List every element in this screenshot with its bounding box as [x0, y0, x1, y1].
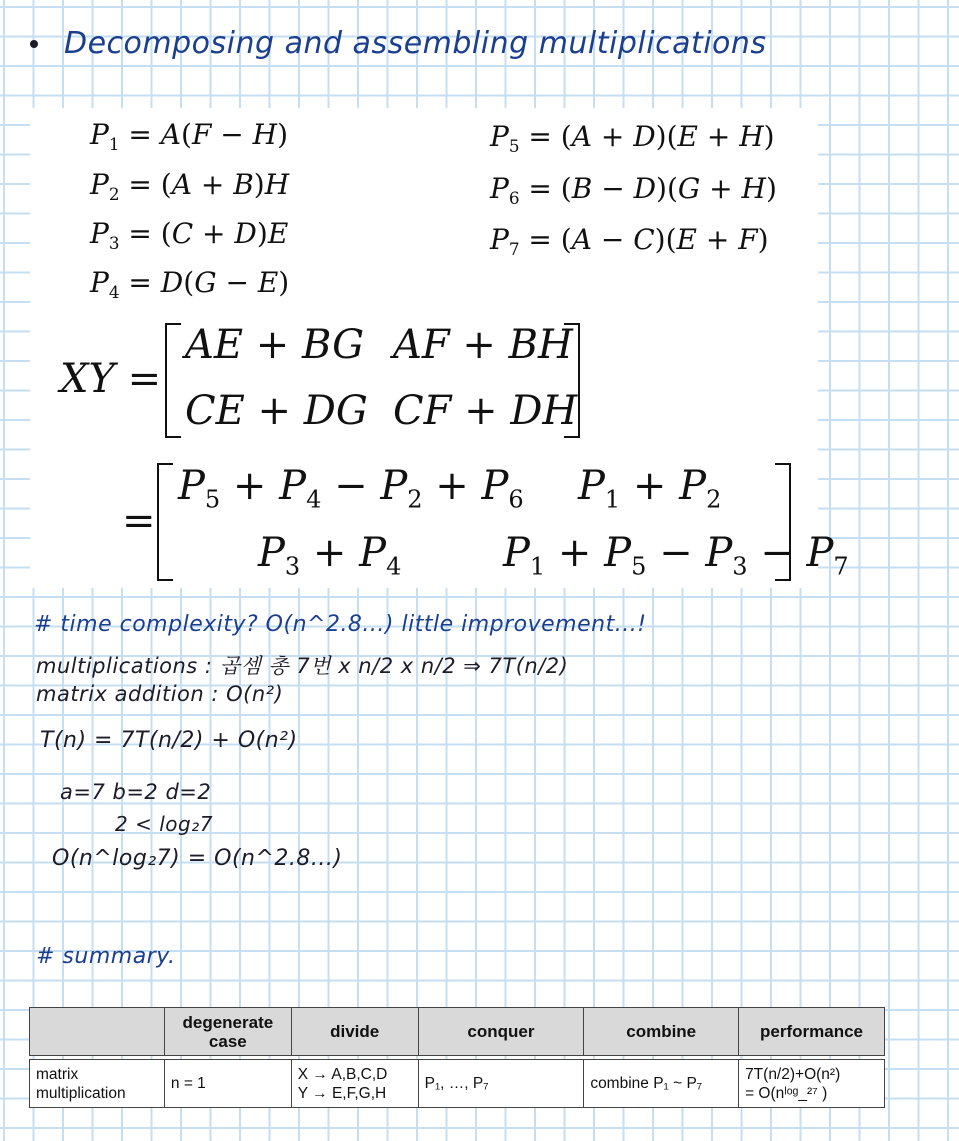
table-header-row: [30, 1008, 885, 1056]
note-multiplications: multiplications : 곱셈 총 7번 x n/2 x n/2 ⇒ 7T(n/2): [36, 654, 569, 678]
equation-p1: $P_1 = A(F - H)$: [90, 118, 289, 154]
matrix-cell-ae-bg: AE + BG: [185, 322, 365, 368]
cell-divide-line-1: X → A,B,C,D: [297, 1065, 388, 1083]
equation-p7: $P_7 = (A - C)(E + F)$: [490, 223, 769, 259]
cell-divide-line-2: Y → E,F,G,H: [297, 1084, 387, 1102]
equation-p2: $P_2 = (A + B)H$: [90, 168, 290, 204]
header-performance: performance: [739, 1008, 885, 1056]
note-matrix-addition: matrix addition : O(n²): [36, 682, 284, 706]
summary-heading: # summary.: [36, 944, 176, 969]
equation-p4: $P_4 = D(G - E)$: [90, 266, 290, 302]
note-recurrence: T(n) = 7T(n/2) + O(n²): [40, 728, 298, 753]
p-matrix-left-bracket: [157, 463, 173, 581]
matrix-cell-cf-dh: CF + DH: [393, 388, 578, 434]
cell-degenerate: n = 1: [164, 1060, 291, 1108]
cell-combine: combine P₁ ~ P₇: [584, 1060, 739, 1108]
note-result: O(n^log₂7) = O(n^2.8...): [52, 846, 343, 871]
matrix-cell-af-bh: AF + BH: [393, 322, 573, 368]
p-matrix-cell-bottom-left: $P_3 + P_4$: [258, 530, 402, 581]
table-row: [30, 1060, 885, 1108]
cell-performance: [739, 1060, 885, 1108]
equals-sign: =: [122, 498, 156, 544]
equation-p3: $P_3 = (C + D)E$: [90, 217, 289, 253]
note-compare: 2 < log₂7: [115, 812, 213, 836]
equation-p5: $P_5 = (A + D)(E + H)$: [490, 120, 775, 156]
matrix-left-bracket: [165, 323, 181, 438]
p-matrix-cell-top-left: $P_5 + P_4 - P_2 + P_6$: [178, 463, 524, 514]
header-degenerate-case: degenerate case: [164, 1008, 291, 1056]
cell-performance-line-1: 7T(n/2)+O(n²): [745, 1065, 841, 1083]
summary-table: [29, 1007, 885, 1108]
header-divide: divide: [291, 1008, 418, 1056]
bullet-point: [30, 40, 38, 48]
p-matrix-right-bracket: [775, 463, 791, 581]
cell-conquer: P₁, …, P₇: [418, 1060, 584, 1108]
header-combine: combine: [584, 1008, 739, 1056]
equation-p6: $P_6 = (B - D)(G + H)$: [490, 172, 777, 208]
p-matrix-cell-bottom-right: $P_1 + P_5 - P_3 - P_7$: [503, 530, 849, 581]
note-params: a=7 b=2 d=2: [60, 780, 212, 804]
xy-label: XY =: [60, 356, 162, 402]
matrix-cell-ce-dg: CE + DG: [185, 388, 368, 434]
header-conquer: conquer: [418, 1008, 584, 1056]
cell-name: matrix multiplication: [30, 1060, 165, 1108]
cell-performance-line-2: = O(nˡᵒᵍ_²⁷ ): [745, 1084, 828, 1102]
note-time-complexity: # time complexity? O(n^2.8...) little improvement...!: [34, 612, 647, 637]
section-heading: Decomposing and assembling multiplications: [64, 26, 767, 61]
header-empty: [30, 1008, 165, 1056]
cell-divide: [291, 1060, 418, 1108]
p-matrix-cell-top-right: $P_1 + P_2$: [578, 463, 722, 514]
matrix-right-bracket: [564, 323, 580, 438]
